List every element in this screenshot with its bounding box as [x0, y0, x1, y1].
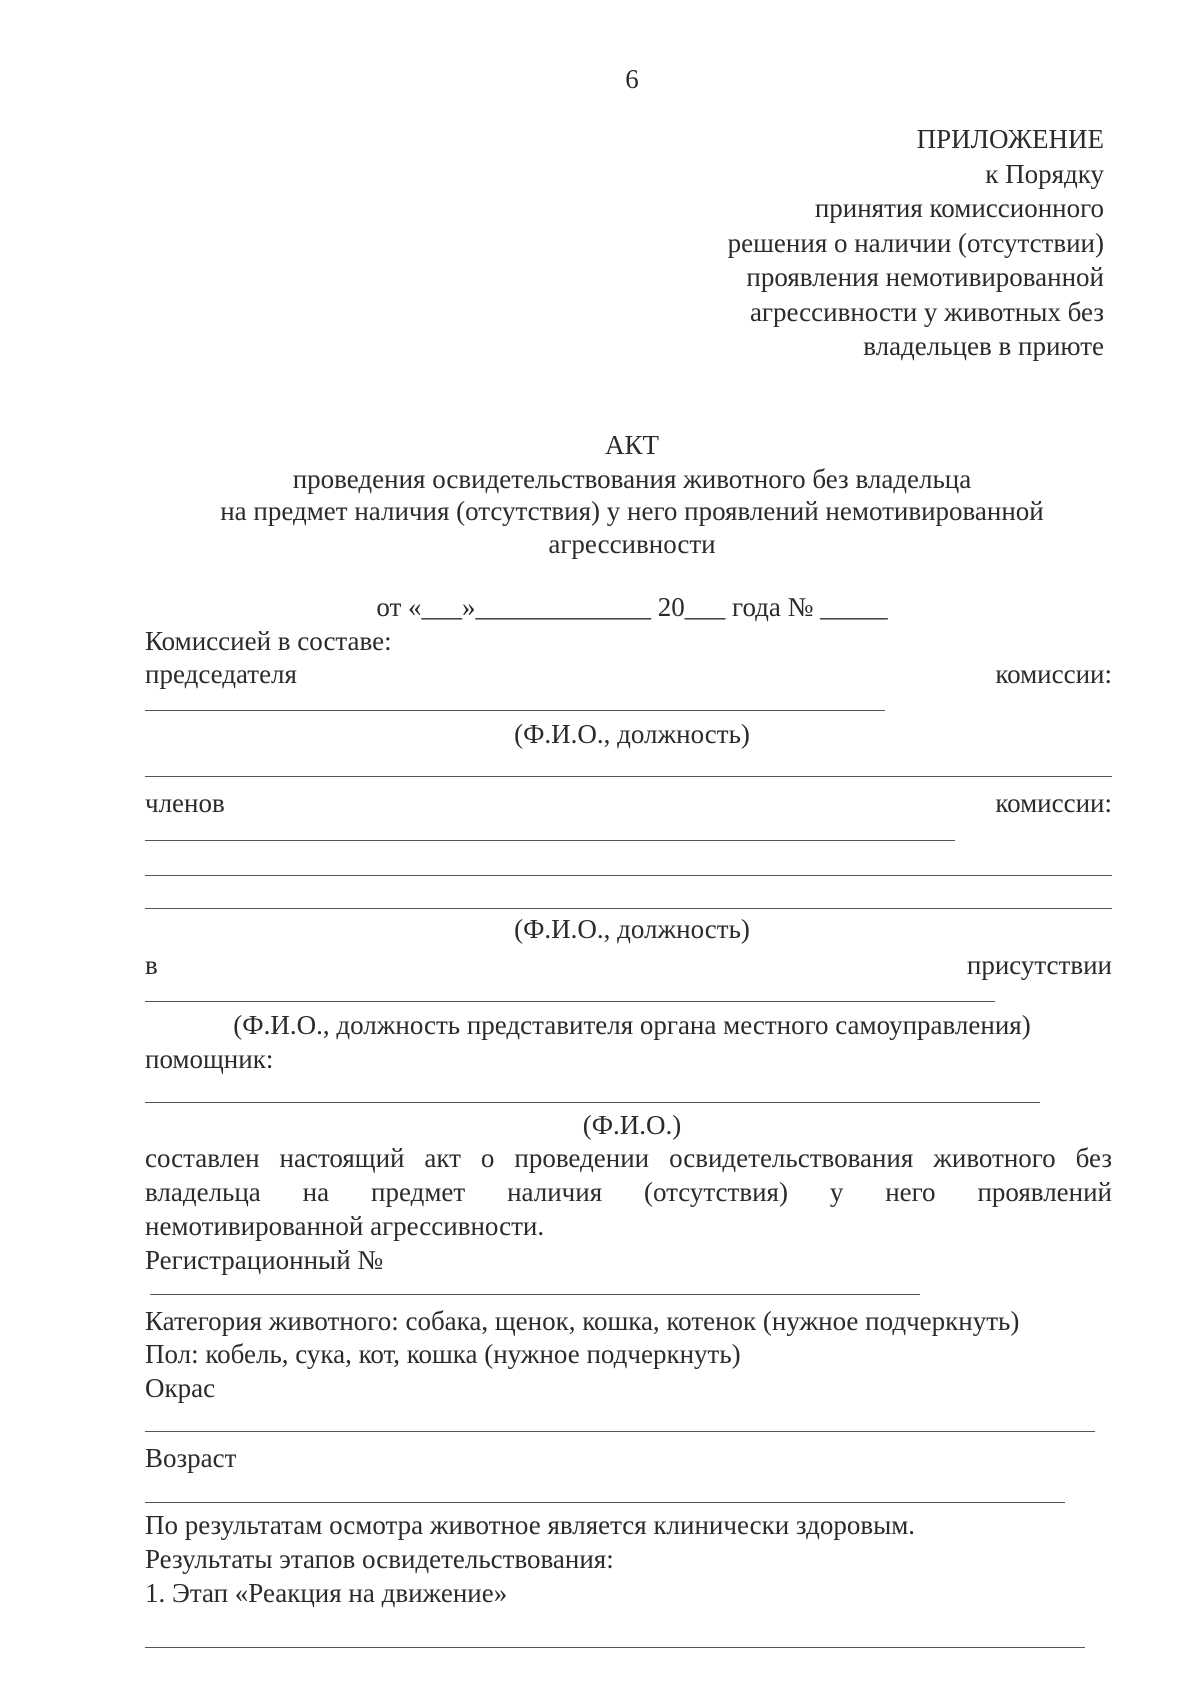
page-number: 6 [625, 64, 639, 94]
age-label: Возраст [145, 1443, 237, 1473]
act-subtitle-line: проведения освидетельствования животного без владельца [292, 464, 972, 494]
sex-line: Пол: кобель, сука, кот, кошка (нужное подчеркнуть) [145, 1339, 741, 1369]
registration-fill-line [150, 1294, 920, 1295]
results-line: Результаты этапов освидетельствования: [145, 1544, 614, 1574]
act-date-line: от «___»_____________ 20___ года № _____ [376, 592, 888, 622]
act-subtitle-line: агрессивности [548, 529, 716, 559]
act-subtitle-line: на предмет наличия (отсутствия) у него проявлений немотивированной [220, 496, 1044, 526]
chairman-fill-line [145, 710, 885, 711]
health-line: По результатам осмотра животное является клинически здоровым. [145, 1510, 916, 1540]
fill-line [145, 776, 1112, 777]
statement-line: владельца на предмет наличия (отсутствия) у него проявлений [145, 1177, 1112, 1207]
appendix-title: ПРИЛОЖЕНИЕ [916, 124, 1104, 154]
fio-position-caption: (Ф.И.О., должность) [514, 719, 750, 749]
presence-right-label: присутствии [966, 950, 1112, 980]
appendix-line: владельцев в приюте [863, 331, 1104, 361]
assistant-caption: (Ф.И.О.) [582, 1110, 682, 1140]
appendix-line: принятия комиссионного [814, 193, 1104, 223]
members-fill-line [145, 908, 1112, 909]
presence-fill-line [145, 1001, 995, 1002]
registration-label: Регистрационный № [145, 1245, 384, 1275]
stage1-line: 1. Этап «Реакция на движение» [145, 1578, 508, 1608]
color-label: Окрас [145, 1373, 216, 1403]
members-commission-label: комиссии: [995, 788, 1112, 818]
representative-caption: (Ф.И.О., должность представителя органа местного самоуправления) [233, 1010, 1031, 1040]
statement-line: немотивированной агрессивности. [145, 1211, 545, 1241]
members-fill-line [145, 875, 1112, 876]
age-fill-line [145, 1502, 1065, 1503]
category-line: Категория животного: собака, щенок, кошка, котенок (нужное подчеркнуть) [145, 1306, 1020, 1336]
statement-line: составлен настоящий акт о проведении освидетельствования животного без [145, 1143, 1112, 1173]
assistant-label: помощник: [145, 1044, 274, 1074]
commission-intro: Комиссией в составе: [145, 626, 392, 656]
appendix-block [728, 122, 1104, 364]
members-fill-line [145, 840, 955, 841]
color-fill-line [145, 1431, 1095, 1432]
appendix-line: решения о наличии (отсутствии) [727, 227, 1104, 258]
chairman-label: председателя [145, 659, 297, 689]
appendix-line: к Порядку [985, 158, 1104, 189]
appendix-line: агрессивности у животных без [749, 296, 1104, 327]
fio-position-caption-2: (Ф.И.О., должность) [514, 914, 750, 944]
assistant-fill-line [145, 1102, 1040, 1103]
presence-label: в [145, 950, 158, 980]
appendix-line: проявления немотивированной [746, 262, 1104, 292]
chairman-commission-label: комиссии: [995, 659, 1112, 689]
act-title: АКТ [605, 430, 659, 460]
members-label: членов [145, 788, 225, 818]
stage1-fill-line [145, 1647, 1085, 1648]
